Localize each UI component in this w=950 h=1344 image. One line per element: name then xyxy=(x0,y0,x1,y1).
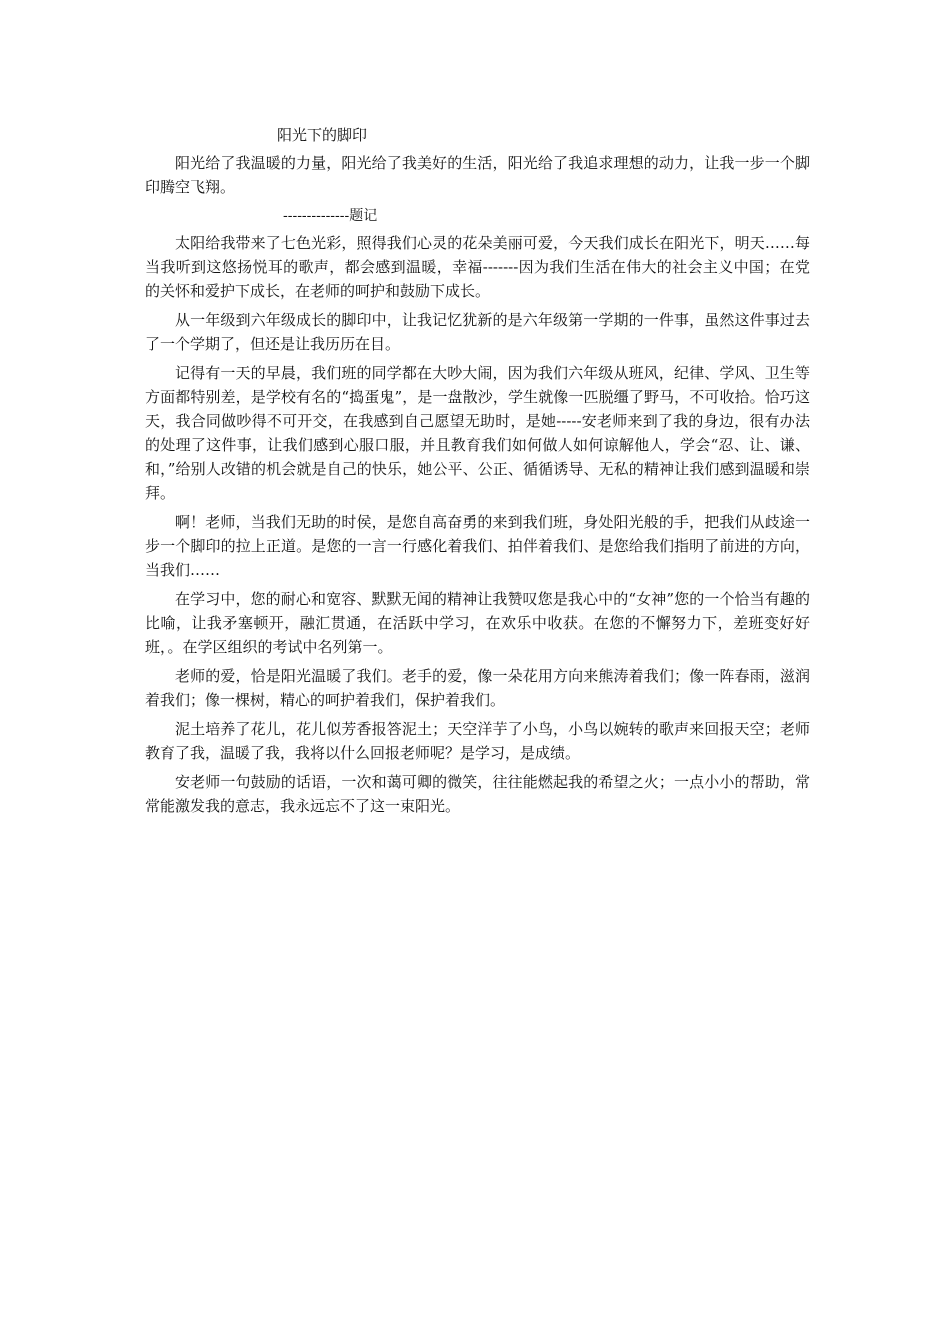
paragraph-7: 泥土培养了花儿，花儿似芳香报答泥土；天空洋芋了小鸟，小鸟以婉转的歌声来回报天空；老师教育了我，温暖了我，我将以什么回报老师呢？是学习，是成绩。 xyxy=(145,720,810,762)
document-page xyxy=(145,123,810,823)
paragraph-1: 太阳给我带来了七色光彩，照得我们心灵的花朵美丽可爱，今天我们成长在阳光下，明天……每当我听到这悠扬悦耳的歌声，都会感到温暖，幸福-------因为我们生活在伟大的社会主义中国；在党的关怀和爱护下成长，在老师的呵护和鼓励下成长。 xyxy=(145,234,810,300)
paragraph-8: 安老师一句鼓励的话语，一次和蔼可卿的微笑，往往能燃起我的希望之火；一点小小的帮助，常常能激发我的意志，我永远忘不了这一束阳光。 xyxy=(145,773,810,815)
paragraph-2: 从一年级到六年级成长的脚印中，让我记忆犹新的是六年级第一学期的一件事，虽然这件事过去了一个学期了，但还是让我历历在目。 xyxy=(145,311,810,353)
paragraph-6: 老师的爱，恰是阳光温暖了我们。老手的爱，像一朵花用方向来熊涛着我们；像一阵春雨，滋润着我们；像一棵树，精心的呵护着我们，保护着我们。 xyxy=(145,667,810,709)
paragraph-5: 在学习中，您的耐心和宽容、默默无闻的精神让我赞叹您是我心中的“女神”您的一个恰当有趣的比喻，让我矛塞顿开，融汇贯通，在活跃中学习，在欢乐中收获。在您的不懈努力下，差班变好好班，。在学区组织的考试中名列第一。 xyxy=(145,590,810,656)
paragraph-4: 啊！老师，当我们无助的时侯，是您自高奋勇的来到我们班，身处阳光般的手，把我们从歧途一步一个脚印的拉上正道。是您的一言一行感化着我们、拍伴着我们、是您给我们指明了前进的方向，当我们…… xyxy=(145,513,810,579)
essay-title: 阳光下的脚印 xyxy=(277,126,368,144)
epigraph: 阳光给了我温暖的力量，阳光给了我美好的生活，阳光给了我追求理想的动力，让我一步一个脚印腾空飞翔。 xyxy=(145,154,810,196)
paragraph-3: 记得有一天的早晨，我们班的同学都在大吵大闹，因为我们六年级从班风，纪律、学风、卫生等方面都特别差，是学校有名的“捣蛋鬼”，是一盘散沙，学生就像一匹脱缰了野马，不可收拾。恰巧这天，我合同做吵得不可开交，在我感到自己愿望无助时，是她-----安老师来到了我的身边，很有办法的处理了这件事，让我们感到心服口服，并且教育我们如何做人如何谅解他人，学会“忍、让、谦、和，”给别人改错的机会就是自己的快乐，她公平、公正、循循诱导、无私的精神让我们感到温暖和崇拜。 xyxy=(145,364,810,502)
epigraph-sign: --------------题记 xyxy=(283,208,378,224)
